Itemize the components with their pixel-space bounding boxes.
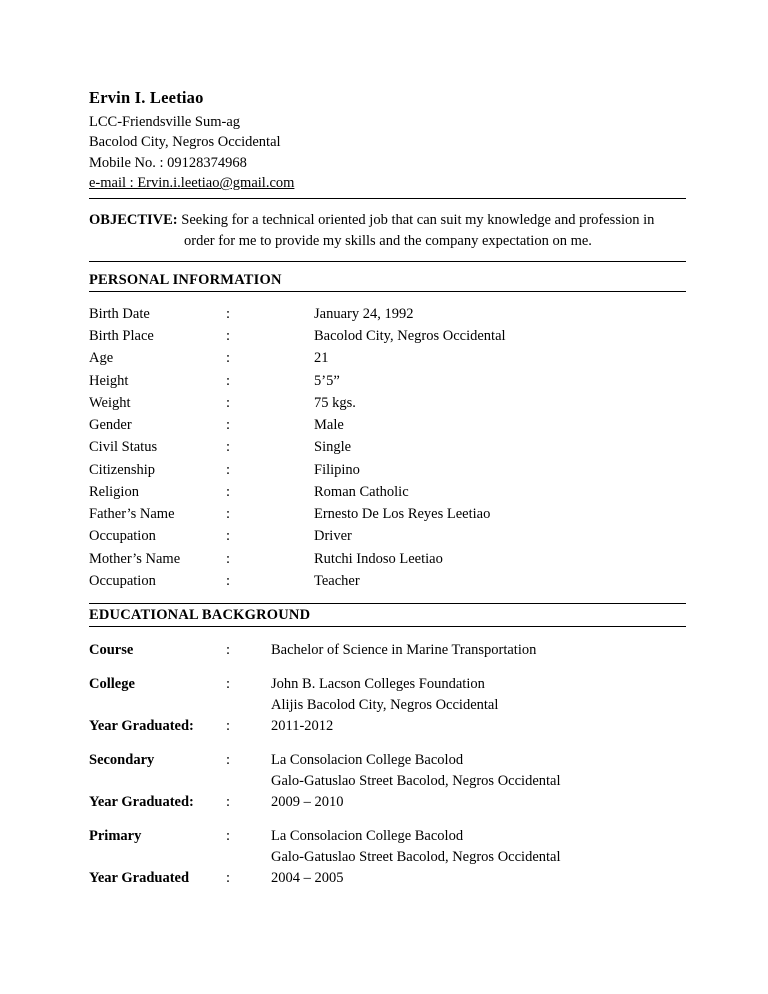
table-row	[89, 371, 674, 393]
table-row-primary-year	[89, 868, 686, 889]
row-label: Height	[89, 372, 129, 389]
row-colon: :	[226, 372, 231, 389]
applicant-name: Ervin I. Leetiao	[89, 88, 204, 107]
row-label: Occupation	[89, 528, 156, 545]
row-colon: :	[226, 794, 231, 811]
primary-value: La Consolacion College Bacolod	[271, 828, 464, 845]
table-row	[89, 482, 674, 504]
row-label: Religion	[89, 483, 139, 500]
row-label: Age	[89, 350, 114, 367]
objective-label: OBJECTIVE:	[89, 211, 178, 228]
college-label: College	[89, 676, 135, 693]
spacer-cell	[226, 695, 271, 716]
secondary-year-label: Year Graduated:	[89, 794, 194, 811]
row-label: Weight	[89, 394, 131, 411]
table-row-college-address	[89, 695, 686, 716]
college-year-value: 2011-2012	[271, 718, 334, 735]
college-address: Alijis Bacolod City, Negros Occidental	[271, 697, 499, 714]
personal-information-table	[89, 304, 674, 593]
row-value: Ernesto De Los Reyes Leetiao	[314, 506, 491, 523]
secondary-label: Secondary	[89, 752, 155, 769]
secondary-value: La Consolacion College Bacolod	[271, 752, 464, 769]
row-label: Birth Date	[89, 305, 150, 322]
primary-year-label: Year Graduated	[89, 870, 190, 887]
table-row-course	[89, 640, 686, 661]
row-colon: :	[226, 350, 231, 367]
row-colon: :	[226, 461, 231, 478]
table-row	[89, 326, 674, 348]
objective-line-2: order for me to provide my skills and the company expectation on me.	[184, 232, 592, 249]
row-value: January 24, 1992	[314, 305, 414, 322]
address-line-2: Bacolod City, Negros Occidental	[89, 134, 281, 151]
resume-content	[89, 88, 689, 889]
table-row-primary-address	[89, 847, 686, 868]
table-row	[89, 437, 674, 459]
table-row	[89, 460, 674, 482]
row-colon: :	[226, 528, 231, 545]
table-row-secondary-year	[89, 792, 686, 813]
spacer-cell	[89, 695, 226, 716]
table-row	[89, 549, 674, 571]
row-value: 21	[314, 350, 329, 367]
row-colon: :	[226, 328, 231, 345]
row-value: Teacher	[314, 572, 360, 589]
row-colon: :	[226, 718, 231, 735]
personal-information-divider	[89, 291, 686, 292]
row-colon: :	[226, 483, 231, 500]
row-colon: :	[226, 394, 231, 411]
row-value: 5’5”	[314, 372, 340, 389]
row-colon: :	[226, 550, 231, 567]
personal-information-end-divider	[89, 603, 686, 604]
row-label: Father’s Name	[89, 506, 175, 523]
spacer-cell	[226, 847, 271, 868]
table-row	[89, 304, 674, 326]
table-row-secondary	[89, 737, 686, 771]
row-colon: :	[226, 572, 231, 589]
row-label: Gender	[89, 417, 132, 434]
objective-divider	[89, 261, 686, 262]
row-colon: :	[226, 305, 231, 322]
table-row	[89, 393, 674, 415]
course-label: Course	[89, 642, 134, 659]
college-year-label: Year Graduated:	[89, 718, 194, 735]
row-value: Male	[314, 417, 344, 434]
row-colon: :	[226, 870, 231, 887]
table-row	[89, 348, 674, 370]
row-colon: :	[226, 828, 231, 845]
course-value: Bachelor of Science in Marine Transportation	[271, 642, 537, 659]
row-value: Driver	[314, 528, 352, 545]
row-colon: :	[226, 642, 231, 659]
table-row	[89, 504, 674, 526]
table-row	[89, 571, 674, 593]
spacer-cell	[89, 847, 226, 868]
row-colon: :	[226, 506, 231, 523]
row-value: 75 kgs.	[314, 394, 356, 411]
row-label: Occupation	[89, 572, 156, 589]
objective-block	[89, 210, 689, 252]
row-colon: :	[226, 752, 231, 769]
objective-line-1: Seeking for a technical oriented job that can suit my knowledge and profession in	[181, 211, 655, 228]
row-label: Birth Place	[89, 328, 154, 345]
primary-label: Primary	[89, 828, 142, 845]
table-row-college	[89, 661, 686, 695]
educational-background-divider	[89, 626, 686, 627]
personal-information-heading: PERSONAL INFORMATION	[89, 271, 282, 288]
email-address[interactable]: e-mail : Ervin.i.leetiao@gmail.com	[89, 175, 295, 192]
row-label: Citizenship	[89, 461, 156, 478]
spacer-cell	[226, 771, 271, 792]
secondary-year-value: 2009 – 2010	[271, 794, 344, 811]
row-label: Civil Status	[89, 439, 158, 456]
row-value: Single	[314, 439, 352, 456]
header-block	[89, 88, 689, 199]
row-value: Bacolod City, Negros Occidental	[314, 328, 506, 345]
header-divider	[89, 198, 686, 199]
spacer-cell	[89, 771, 226, 792]
table-row	[89, 415, 674, 437]
row-colon: :	[226, 676, 231, 693]
row-value: Rutchi Indoso Leetiao	[314, 550, 443, 567]
address-line-1: LCC-Friendsville Sum-ag	[89, 113, 241, 130]
mobile-number: Mobile No. : 09128374968	[89, 154, 247, 171]
row-colon: :	[226, 417, 231, 434]
row-label: Mother’s Name	[89, 550, 181, 567]
educational-background-table	[89, 640, 686, 889]
row-value: Filipino	[314, 461, 360, 478]
table-row-secondary-address	[89, 771, 686, 792]
table-row	[89, 526, 674, 548]
table-row-primary	[89, 813, 686, 847]
educational-background-heading: EDUCATIONAL BACKGROUND	[89, 607, 311, 624]
row-value: Roman Catholic	[314, 483, 409, 500]
primary-address: Galo-Gatuslao Street Bacolod, Negros Occidental	[271, 849, 561, 866]
primary-year-value: 2004 – 2005	[271, 870, 344, 887]
table-row-college-year	[89, 716, 686, 737]
row-colon: :	[226, 439, 231, 456]
secondary-address: Galo-Gatuslao Street Bacolod, Negros Occidental	[271, 773, 561, 790]
college-value: John B. Lacson Colleges Foundation	[271, 676, 485, 693]
